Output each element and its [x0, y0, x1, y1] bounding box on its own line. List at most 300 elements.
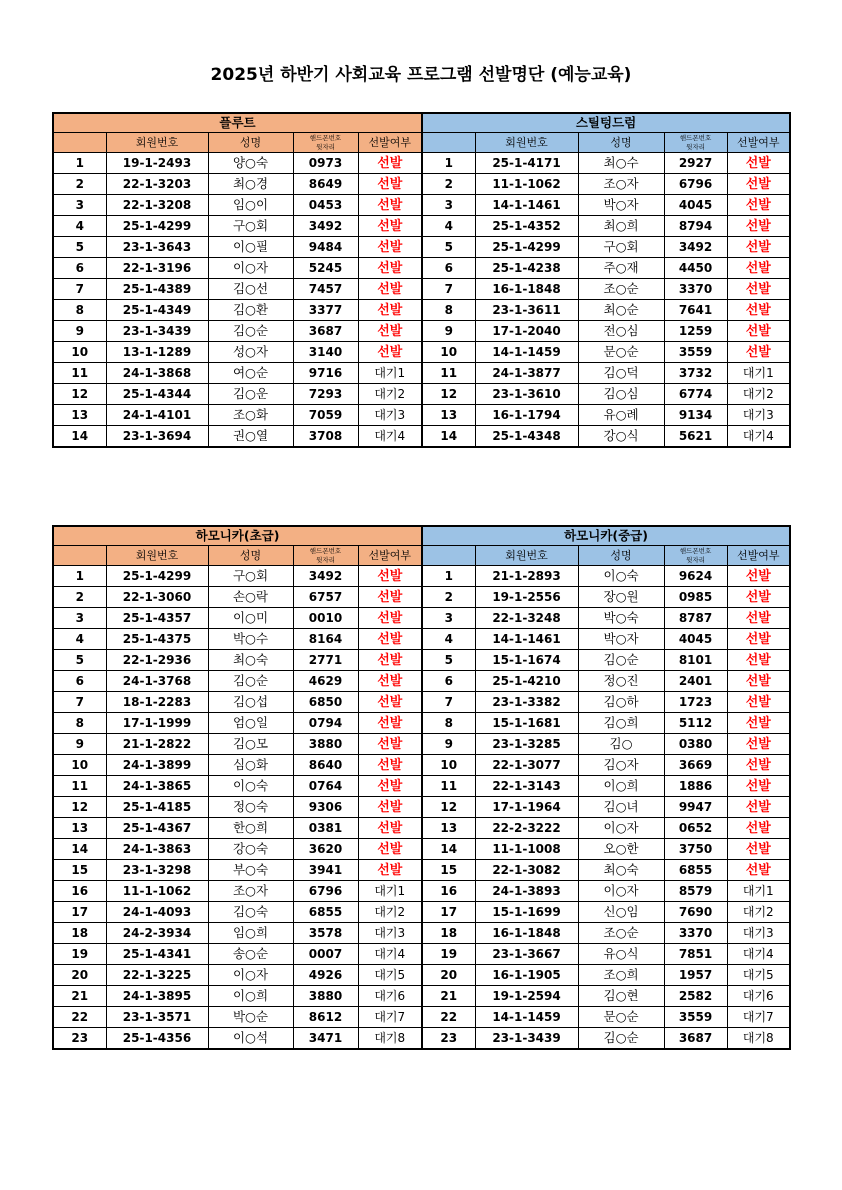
member-name: 박○수 — [208, 629, 293, 650]
selection-status: 선발 — [358, 839, 422, 860]
phone-last-digits: 6796 — [293, 881, 358, 902]
selection-status: 선발 — [727, 797, 790, 818]
table-row — [53, 818, 790, 839]
member-id: 23-1-3694 — [106, 426, 208, 448]
member-name: 엄○일 — [208, 713, 293, 734]
row-number: 20 — [53, 965, 106, 986]
member-id: 25-1-4341 — [106, 944, 208, 965]
member-id: 21-1-2822 — [106, 734, 208, 755]
table-row — [53, 629, 790, 650]
selection-status: 선발 — [358, 713, 422, 734]
member-name: 양○숙 — [208, 153, 293, 174]
phone-last-digits: 0973 — [293, 153, 358, 174]
col-header-member-id: 회원번호 — [475, 546, 578, 566]
table-row — [53, 237, 790, 258]
member-name: 김○순 — [578, 1028, 664, 1050]
selection-status: 선발 — [727, 153, 790, 174]
phone-last-digits: 0007 — [293, 944, 358, 965]
phone-last-digits: 1723 — [664, 692, 727, 713]
member-id: 17-1-1964 — [475, 797, 578, 818]
member-name: 유○식 — [578, 944, 664, 965]
member-id: 25-1-4210 — [475, 671, 578, 692]
phone-last-digits: 3708 — [293, 426, 358, 448]
selection-status: 대기7 — [358, 1007, 422, 1028]
member-name: 최○수 — [578, 153, 664, 174]
member-name: 이○필 — [208, 237, 293, 258]
row-number: 2 — [53, 174, 106, 195]
selection-status: 선발 — [358, 300, 422, 321]
phone-last-digits: 6855 — [293, 902, 358, 923]
table-row — [53, 860, 790, 881]
phone-last-digits: 3687 — [293, 321, 358, 342]
phone-last-digits: 9716 — [293, 363, 358, 384]
selection-status: 선발 — [358, 608, 422, 629]
row-number: 4 — [53, 216, 106, 237]
table-row — [53, 405, 790, 426]
col-header-phone: 핸드폰번호 뒷자리 — [293, 133, 358, 153]
row-number: 14 — [53, 426, 106, 448]
member-id: 23-1-3298 — [106, 860, 208, 881]
row-number: 6 — [422, 258, 475, 279]
table-row — [53, 195, 790, 216]
selection-status: 선발 — [727, 629, 790, 650]
member-name: 조○화 — [208, 405, 293, 426]
member-id: 25-1-4389 — [106, 279, 208, 300]
selection-status: 대기1 — [727, 363, 790, 384]
table-row — [53, 279, 790, 300]
table-row — [53, 608, 790, 629]
phone-last-digits: 0794 — [293, 713, 358, 734]
col-header-member-id: 회원번호 — [475, 133, 578, 153]
section-title-left: 플루트 — [53, 113, 422, 133]
selection-status: 선발 — [727, 860, 790, 881]
selection-status: 선발 — [358, 195, 422, 216]
table-row — [53, 986, 790, 1007]
selection-status: 선발 — [358, 153, 422, 174]
col-header-status: 선발여부 — [727, 546, 790, 566]
selection-status: 대기8 — [727, 1028, 790, 1050]
row-number: 13 — [422, 405, 475, 426]
phone-last-digits: 3370 — [664, 279, 727, 300]
col-header-status: 선발여부 — [358, 546, 422, 566]
selection-status: 선발 — [727, 342, 790, 363]
row-number: 11 — [53, 776, 106, 797]
member-id: 22-1-3225 — [106, 965, 208, 986]
phone-last-digits: 3140 — [293, 342, 358, 363]
selection-status: 대기6 — [358, 986, 422, 1007]
phone-last-digits: 0652 — [664, 818, 727, 839]
member-name: 구○회 — [208, 216, 293, 237]
phone-last-digits: 5112 — [664, 713, 727, 734]
table-row — [53, 671, 790, 692]
selection-status: 대기3 — [358, 923, 422, 944]
selection-status: 선발 — [358, 629, 422, 650]
phone-last-digits: 5621 — [664, 426, 727, 448]
table-row — [53, 1007, 790, 1028]
member-id: 24-1-3868 — [106, 363, 208, 384]
member-name: 김○섭 — [208, 692, 293, 713]
member-name: 조○자 — [578, 174, 664, 195]
row-number: 5 — [422, 237, 475, 258]
member-name: 최○희 — [578, 216, 664, 237]
selection-status: 선발 — [358, 692, 422, 713]
row-number: 7 — [422, 692, 475, 713]
col-header-phone: 핸드폰번호 뒷자리 — [664, 546, 727, 566]
selection-status: 대기2 — [727, 384, 790, 405]
row-number: 14 — [422, 426, 475, 448]
table-row — [53, 797, 790, 818]
member-name: 손○락 — [208, 587, 293, 608]
selection-status: 선발 — [727, 776, 790, 797]
phone-last-digits: 0010 — [293, 608, 358, 629]
member-id: 24-1-3768 — [106, 671, 208, 692]
row-number: 2 — [53, 587, 106, 608]
row-number: 11 — [422, 776, 475, 797]
member-name: 심○화 — [208, 755, 293, 776]
member-name: 김○ — [578, 734, 664, 755]
row-number: 4 — [422, 629, 475, 650]
row-number: 14 — [53, 839, 106, 860]
member-name: 이○희 — [578, 776, 664, 797]
member-name: 이○숙 — [208, 776, 293, 797]
table-row — [53, 923, 790, 944]
member-name: 권○열 — [208, 426, 293, 448]
phone-last-digits: 3687 — [664, 1028, 727, 1050]
member-name: 김○순 — [208, 671, 293, 692]
member-name: 김○환 — [208, 300, 293, 321]
section-title-right: 스틸텅드럼 — [422, 113, 790, 133]
selection-status: 선발 — [727, 566, 790, 587]
selection-status: 선발 — [358, 237, 422, 258]
table-row — [53, 587, 790, 608]
selection-status: 선발 — [358, 650, 422, 671]
member-id: 25-1-4367 — [106, 818, 208, 839]
phone-last-digits: 0764 — [293, 776, 358, 797]
row-number: 10 — [53, 342, 106, 363]
member-name: 김○심 — [578, 384, 664, 405]
member-name: 성○자 — [208, 342, 293, 363]
phone-last-digits: 8101 — [664, 650, 727, 671]
table-row — [53, 174, 790, 195]
member-id: 14-1-1459 — [475, 1007, 578, 1028]
member-name: 정○진 — [578, 671, 664, 692]
table-row — [53, 216, 790, 237]
phone-last-digits: 4045 — [664, 629, 727, 650]
member-id: 14-1-1459 — [475, 342, 578, 363]
selection-status: 선발 — [358, 258, 422, 279]
row-number: 8 — [53, 713, 106, 734]
selection-status: 선발 — [358, 671, 422, 692]
selection-status: 대기3 — [358, 405, 422, 426]
row-number: 13 — [53, 405, 106, 426]
phone-last-digits: 2771 — [293, 650, 358, 671]
row-number: 13 — [422, 818, 475, 839]
member-id: 25-1-4349 — [106, 300, 208, 321]
phone-last-digits: 3880 — [293, 734, 358, 755]
selection-status: 선발 — [727, 818, 790, 839]
page-title: 2025년 하반기 사회교육 프로그램 선발명단 (예능교육) — [210, 65, 632, 85]
table-row — [53, 153, 790, 174]
member-id: 15-1-1681 — [475, 713, 578, 734]
member-id: 22-1-3196 — [106, 258, 208, 279]
row-number: 21 — [53, 986, 106, 1007]
phone-last-digits: 2582 — [664, 986, 727, 1007]
row-number: 19 — [422, 944, 475, 965]
row-number: 6 — [53, 258, 106, 279]
row-number: 3 — [422, 195, 475, 216]
member-name: 김○희 — [578, 713, 664, 734]
member-id: 14-1-1461 — [475, 629, 578, 650]
phone-last-digits: 9134 — [664, 405, 727, 426]
phone-last-digits: 3941 — [293, 860, 358, 881]
selection-status: 선발 — [727, 216, 790, 237]
phone-last-digits: 2401 — [664, 671, 727, 692]
row-number: 1 — [422, 153, 475, 174]
member-name: 조○자 — [208, 881, 293, 902]
selection-status: 선발 — [358, 818, 422, 839]
member-id: 24-1-3865 — [106, 776, 208, 797]
row-number: 6 — [53, 671, 106, 692]
row-number: 3 — [422, 608, 475, 629]
member-id: 22-1-3203 — [106, 174, 208, 195]
phone-last-digits: 6855 — [664, 860, 727, 881]
selection-status: 선발 — [727, 755, 790, 776]
col-header-phone: 핸드폰번호 뒷자리 — [664, 133, 727, 153]
phone-last-digits: 6757 — [293, 587, 358, 608]
col-header-phone: 핸드폰번호 뒷자리 — [293, 546, 358, 566]
table-row — [53, 902, 790, 923]
table-row — [53, 839, 790, 860]
row-number: 8 — [53, 300, 106, 321]
member-id: 22-1-3082 — [475, 860, 578, 881]
phone-last-digits: 0380 — [664, 734, 727, 755]
member-id: 16-1-1794 — [475, 405, 578, 426]
row-number: 12 — [422, 384, 475, 405]
member-id: 19-1-2493 — [106, 153, 208, 174]
row-number: 8 — [422, 713, 475, 734]
member-id: 24-1-3863 — [106, 839, 208, 860]
table-row — [53, 300, 790, 321]
table-row — [53, 692, 790, 713]
member-name: 이○자 — [578, 881, 664, 902]
table-row — [53, 363, 790, 384]
col-header-no — [422, 133, 475, 153]
selection-status: 선발 — [727, 650, 790, 671]
member-id: 24-2-3934 — [106, 923, 208, 944]
phone-last-digits: 1957 — [664, 965, 727, 986]
phone-last-digits: 3377 — [293, 300, 358, 321]
phone-last-digits: 7851 — [664, 944, 727, 965]
table-row — [53, 965, 790, 986]
member-name: 정○숙 — [208, 797, 293, 818]
row-number: 22 — [422, 1007, 475, 1028]
row-number: 9 — [53, 734, 106, 755]
member-id: 18-1-2283 — [106, 692, 208, 713]
member-id: 24-1-3899 — [106, 755, 208, 776]
member-name: 이○숙 — [578, 566, 664, 587]
selection-status: 대기8 — [358, 1028, 422, 1050]
member-id: 15-1-1674 — [475, 650, 578, 671]
member-id: 15-1-1699 — [475, 902, 578, 923]
member-name: 전○심 — [578, 321, 664, 342]
selection-status: 선발 — [358, 321, 422, 342]
table-row — [53, 566, 790, 587]
member-id: 11-1-1062 — [475, 174, 578, 195]
row-number: 1 — [53, 566, 106, 587]
selection-status: 대기4 — [727, 944, 790, 965]
selection-status: 선발 — [358, 566, 422, 587]
member-name: 이○희 — [208, 986, 293, 1007]
member-name: 이○미 — [208, 608, 293, 629]
member-id: 25-1-4238 — [475, 258, 578, 279]
selection-status: 대기3 — [727, 405, 790, 426]
phone-last-digits: 7293 — [293, 384, 358, 405]
member-name: 임○이 — [208, 195, 293, 216]
selection-status: 대기2 — [358, 902, 422, 923]
member-name: 김○숙 — [208, 902, 293, 923]
member-id: 25-1-4171 — [475, 153, 578, 174]
member-id: 19-1-2556 — [475, 587, 578, 608]
member-name: 한○희 — [208, 818, 293, 839]
selection-status: 대기4 — [358, 426, 422, 448]
member-name: 주○재 — [578, 258, 664, 279]
row-number: 17 — [422, 902, 475, 923]
member-name: 박○숙 — [578, 608, 664, 629]
member-name: 최○숙 — [208, 650, 293, 671]
selection-status: 선발 — [358, 776, 422, 797]
selection-status: 대기5 — [358, 965, 422, 986]
col-header-member-id: 회원번호 — [106, 546, 208, 566]
phone-last-digits: 3732 — [664, 363, 727, 384]
phone-last-digits: 3492 — [293, 216, 358, 237]
selection-status: 선발 — [727, 237, 790, 258]
phone-last-digits: 3620 — [293, 839, 358, 860]
section-title-left: 하모니카(초급) — [53, 526, 422, 546]
member-id: 25-1-4357 — [106, 608, 208, 629]
selection-status: 선발 — [727, 195, 790, 216]
selection-status: 대기4 — [727, 426, 790, 448]
member-name: 김○덕 — [578, 363, 664, 384]
selection-status: 대기2 — [727, 902, 790, 923]
phone-last-digits: 6774 — [664, 384, 727, 405]
member-name: 김○순 — [208, 321, 293, 342]
member-name: 장○원 — [578, 587, 664, 608]
phone-last-digits: 2927 — [664, 153, 727, 174]
member-id: 23-1-3571 — [106, 1007, 208, 1028]
member-id: 25-1-4356 — [106, 1028, 208, 1050]
member-id: 25-1-4299 — [475, 237, 578, 258]
phone-last-digits: 8649 — [293, 174, 358, 195]
phone-last-digits: 0453 — [293, 195, 358, 216]
row-number: 5 — [422, 650, 475, 671]
selection-status: 선발 — [727, 608, 790, 629]
selection-status: 대기4 — [358, 944, 422, 965]
phone-last-digits: 8794 — [664, 216, 727, 237]
phone-last-digits: 4629 — [293, 671, 358, 692]
member-id: 13-1-1289 — [106, 342, 208, 363]
row-number: 12 — [53, 384, 106, 405]
selection-status: 대기3 — [727, 923, 790, 944]
col-header-name: 성명 — [578, 133, 664, 153]
member-name: 이○자 — [208, 965, 293, 986]
member-id: 24-1-4101 — [106, 405, 208, 426]
row-number: 17 — [53, 902, 106, 923]
section-title-right: 하모니카(중급) — [422, 526, 790, 546]
table-row — [53, 881, 790, 902]
member-name: 김○녀 — [578, 797, 664, 818]
row-number: 18 — [53, 923, 106, 944]
table-row — [53, 944, 790, 965]
member-name: 김○순 — [578, 650, 664, 671]
member-name: 최○순 — [578, 300, 664, 321]
member-id: 25-1-4299 — [106, 216, 208, 237]
member-name: 김○하 — [578, 692, 664, 713]
member-id: 23-1-3667 — [475, 944, 578, 965]
phone-last-digits: 3559 — [664, 342, 727, 363]
row-number: 4 — [53, 629, 106, 650]
col-header-no — [422, 546, 475, 566]
member-name: 여○순 — [208, 363, 293, 384]
phone-last-digits: 3559 — [664, 1007, 727, 1028]
member-id: 19-1-2594 — [475, 986, 578, 1007]
row-number: 3 — [53, 608, 106, 629]
phone-last-digits: 3578 — [293, 923, 358, 944]
col-header-status: 선발여부 — [727, 133, 790, 153]
selection-status: 선발 — [727, 671, 790, 692]
member-name: 박○순 — [208, 1007, 293, 1028]
row-number: 2 — [422, 587, 475, 608]
phone-last-digits: 0381 — [293, 818, 358, 839]
member-id: 22-1-3077 — [475, 755, 578, 776]
selection-status: 선발 — [727, 174, 790, 195]
member-id: 22-1-3208 — [106, 195, 208, 216]
phone-last-digits: 3492 — [293, 566, 358, 587]
member-name: 조○순 — [578, 279, 664, 300]
member-name: 이○자 — [578, 818, 664, 839]
selection-status: 선발 — [358, 216, 422, 237]
phone-last-digits: 1259 — [664, 321, 727, 342]
member-name: 김○현 — [578, 986, 664, 1007]
phone-last-digits: 5245 — [293, 258, 358, 279]
member-name: 김○선 — [208, 279, 293, 300]
table-row — [53, 713, 790, 734]
col-header-name: 성명 — [208, 133, 293, 153]
member-name: 김○모 — [208, 734, 293, 755]
member-id: 24-1-3877 — [475, 363, 578, 384]
selection-status: 선발 — [358, 174, 422, 195]
member-id: 25-1-4348 — [475, 426, 578, 448]
member-id: 17-1-1999 — [106, 713, 208, 734]
phone-last-digits: 9947 — [664, 797, 727, 818]
phone-last-digits: 3750 — [664, 839, 727, 860]
member-name: 최○경 — [208, 174, 293, 195]
row-number: 9 — [422, 734, 475, 755]
selection-status: 선발 — [727, 692, 790, 713]
member-name: 문○순 — [578, 1007, 664, 1028]
member-id: 24-1-4093 — [106, 902, 208, 923]
row-number: 11 — [422, 363, 475, 384]
table-row — [53, 426, 790, 448]
member-id: 22-2-3222 — [475, 818, 578, 839]
phone-last-digits: 3880 — [293, 986, 358, 1007]
member-id: 17-1-2040 — [475, 321, 578, 342]
selection-status: 선발 — [727, 258, 790, 279]
member-name: 조○희 — [578, 965, 664, 986]
phone-last-digits: 9306 — [293, 797, 358, 818]
col-header-name: 성명 — [208, 546, 293, 566]
phone-last-digits: 4450 — [664, 258, 727, 279]
phone-last-digits: 9484 — [293, 237, 358, 258]
